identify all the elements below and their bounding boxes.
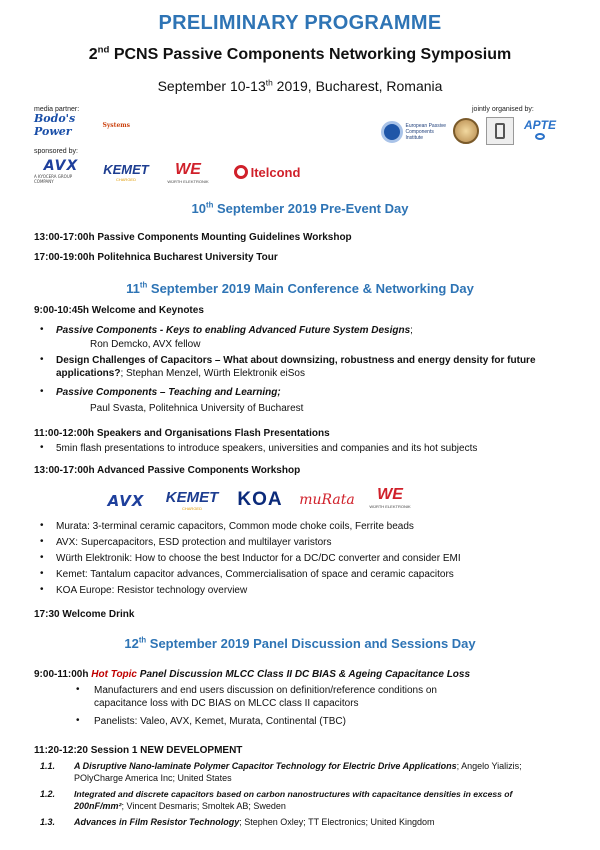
jointly-organised-label: jointly organised by: [472, 106, 534, 113]
workshop-item-wurth: Würth Elektronik: How to choose the best Inductor for a DC/DC converter and consider EMI [56, 553, 461, 564]
session-item-3: Advances in Film Resistor Technology; Stephen Oxley; TT Electronics; United Kingdom [74, 817, 435, 827]
workshop-item-koa: KOA Europe: Resistor technology overview [56, 585, 248, 596]
keynote-1-speaker: Ron Demcko, AVX fellow [90, 339, 201, 350]
workshop-item-kemet: Kemet: Tantalum capacitor advances, Commercialisation of space and ceramic capacitors [56, 569, 454, 580]
epci-logo: European Passive Components Institute [380, 118, 448, 146]
day3-heading: 12th September 2019 Panel Discussion and Sessions Day [124, 635, 476, 651]
panel-bullet-1: Manufacturers and end users discussion on definition/reference conditions on capacitance loss with DC BIAS on MLCC class II capacitors [94, 685, 437, 709]
session-num-3: 1.3. [40, 817, 56, 827]
bullet-icon: • [40, 568, 44, 579]
event-dates: September 10-13th 2019, Bucharest, Romania [157, 77, 443, 94]
page-title: PRELIMINARY PROGRAMME [158, 12, 442, 34]
avx-logo: AVX A KYOCERA GROUP COMPANY [34, 158, 79, 184]
bullet-icon: • [40, 536, 44, 547]
sponsored-by-label: sponsored by: [34, 148, 78, 155]
bullet-icon: • [40, 442, 44, 453]
wurth-logo: WE WÜRTH ELEKTRONIK [369, 485, 411, 509]
workshop-heading: 13:00-17:00h Advanced Passive Components Workshop [34, 465, 301, 476]
welcome-keynotes: 9:00-10:45h Welcome and Keynotes [34, 305, 204, 316]
bullet-icon: • [40, 584, 44, 595]
kemet-logo: KEMET CHARGED [165, 489, 219, 511]
apte-logo: APTE [522, 118, 558, 140]
day1-item-2: 17:00-19:00h Politehnica Bucharest University Tour [34, 252, 278, 263]
flash-presentations: 11:00-12:00h Speakers and Organisations Flash Presentations [34, 428, 330, 439]
avx-logo: AVX [107, 492, 145, 510]
media-partner-label: media partner: [34, 106, 80, 113]
workshop-item-murata: Murata: 3-terminal ceramic capacitors, Common mode choke coils, Ferrite beads [56, 521, 414, 532]
day1-item-1: 13:00-17:00h Passive Components Mounting Guidelines Workshop [34, 232, 352, 243]
cetti-logo [486, 117, 514, 145]
keynote-2: Design Challenges of Capacitors – What about downsizing, robustness and energy density for future applications?; Stephan Menzel, Würth Elektronik eiSos [56, 355, 536, 379]
session-item-1: A Disruptive Nano-laminate Polymer Capacitor Technology for Electric Drive Applications; Angelo Yializis; POlyCharge America Inc; United States [74, 761, 522, 783]
bullet-icon: • [40, 324, 44, 335]
symposium-title: 2nd PCNS Passive Components Networking Symposium [88, 44, 512, 63]
university-seal-logo [452, 117, 480, 145]
bullet-icon: • [40, 354, 44, 365]
bullet-icon: • [40, 386, 44, 397]
itelcond-logo: Itelcond [224, 162, 310, 182]
bodos-power-logo: Bodo's Power Systems [34, 112, 130, 138]
session-num-2: 1.2. [40, 789, 56, 799]
bullet-icon: • [40, 520, 44, 531]
day1-heading: 10th September 2019 Pre-Event Day [191, 200, 409, 216]
flash-detail: 5min flash presentations to introduce speakers, universities and companies and its hot subjects [56, 443, 478, 454]
koa-logo: KOA [237, 489, 283, 510]
bullet-icon: • [76, 684, 80, 695]
murata-logo: muRata [299, 492, 355, 508]
workshop-item-avx: AVX: Supercapacitors, ESD protection and multilayer varistors [56, 537, 332, 548]
welcome-drink: 17:30 Welcome Drink [34, 609, 135, 620]
kemet-logo: KEMET CHARGED [103, 162, 149, 182]
itelcond-icon [234, 165, 248, 179]
session-num-1: 1.1. [40, 761, 56, 771]
panel-discussion: 9:00-11:00h Hot Topic Panel Discussion MLCC Class II DC BIAS & Ageing Capacitance Loss [34, 669, 471, 680]
keynote-1: Passive Components - Keys to enabling Advanced Future System Designs; [56, 325, 413, 336]
keynote-3: Passive Components – Teaching and Learning; [56, 387, 281, 398]
day2-heading: 11th September 2019 Main Conference & Networking Day [126, 280, 474, 296]
bullet-icon: • [40, 552, 44, 563]
bullet-icon: • [76, 715, 80, 726]
keynote-3-speaker: Paul Svasta, Politehnica University of Bucharest [90, 403, 304, 414]
session-item-2: Integrated and discrete capacitors based on carbon nanostructures with capacitance densities in excess of 200nF/mm²; Vincent Desmaris; Smoltek AB; Sweden [74, 789, 513, 811]
wurth-logo: WE WÜRTH ELEKTRONIK [167, 160, 209, 184]
session-heading: 11:20-12:20 Session 1 NEW DEVELOPMENT [34, 745, 243, 756]
panel-bullet-2: Panelists: Valeo, AVX, Kemet, Murata, Continental (TBC) [94, 716, 346, 727]
